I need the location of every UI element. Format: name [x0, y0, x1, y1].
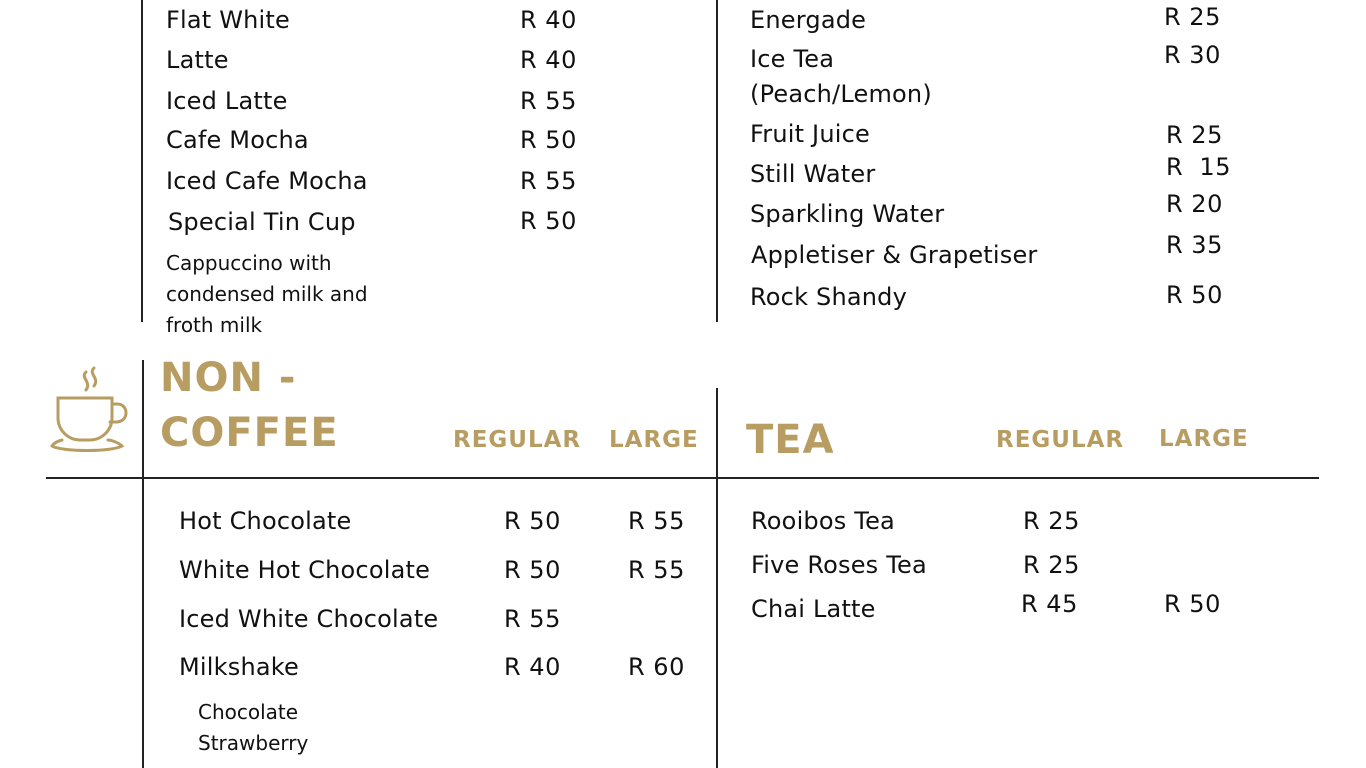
description-line: condensed milk and	[166, 282, 368, 306]
menu-item-name: Still Water	[750, 160, 876, 188]
menu-item-name: Five Roses Tea	[751, 551, 927, 579]
description-line: froth milk	[166, 313, 263, 337]
menu-item-price: R 40	[520, 46, 577, 74]
column-header-large: LARGE	[609, 427, 699, 453]
flavour-item: Strawberry	[198, 731, 309, 755]
menu-item-name: Iced Cafe Mocha	[166, 167, 368, 195]
section-title: TEA	[746, 417, 835, 463]
section-title: NON -	[160, 355, 297, 401]
section-title-line2: COFFEE	[160, 410, 339, 456]
menu-item-name: Special Tin Cup	[168, 208, 356, 236]
menu-item-name: Energade	[750, 6, 867, 34]
menu-item-price: R 50	[520, 126, 577, 154]
menu-item-price-regular: R 50	[504, 556, 561, 584]
menu-item-name: White Hot Chocolate	[179, 556, 431, 584]
column-header-large: LARGE	[1159, 426, 1249, 452]
menu-item-name: Fruit Juice	[750, 120, 870, 148]
menu-item-name: Latte	[166, 46, 229, 74]
description-line: Cappuccino with	[166, 251, 332, 275]
menu-item-name-continued: (Peach/Lemon)	[750, 80, 932, 108]
menu-item-price: R 55	[520, 167, 577, 195]
menu-item-price: R 25	[1164, 3, 1221, 31]
menu-item-price-regular: R 45	[1021, 590, 1078, 618]
menu-item-price-regular: R 25	[1023, 551, 1080, 579]
section-header-rule	[46, 477, 1319, 479]
menu-item-name: Rock Shandy	[750, 283, 908, 311]
coffee-cup-icon	[48, 366, 130, 458]
menu-item-name: Milkshake	[179, 653, 299, 681]
menu-item-name: Cafe Mocha	[166, 126, 309, 154]
menu-item-price: R 50	[1166, 281, 1223, 309]
menu-item-price: R 50	[520, 207, 577, 235]
menu-item-price: R 55	[520, 87, 577, 115]
menu-item-price-regular: R 40	[504, 653, 561, 681]
menu-item-name: Appletiser & Grapetiser	[751, 241, 1038, 269]
menu-item-price-large: R 55	[628, 556, 685, 584]
milkshake-flavours	[198, 697, 308, 759]
menu-item-price: R 40	[520, 6, 577, 34]
menu-item-price-regular: R 25	[1023, 507, 1080, 535]
column-divider-top-middle	[716, 0, 718, 322]
menu-item-price-regular: R 55	[504, 605, 561, 633]
column-header-regular: REGULAR	[996, 427, 1125, 453]
column-divider-bottom-middle	[716, 388, 718, 768]
menu-item-description	[166, 248, 466, 341]
menu-item-name: Rooibos Tea	[751, 507, 895, 535]
flavour-item: Chocolate	[198, 700, 299, 724]
menu-item-name: Ice Tea	[750, 45, 835, 73]
menu-item-price-large: R 55	[628, 507, 685, 535]
column-header-regular: REGULAR	[453, 427, 582, 453]
menu-item-price: R 20	[1166, 190, 1223, 218]
menu-item-price-large: R 60	[628, 653, 685, 681]
menu-item-name: Iced White Chocolate	[179, 605, 439, 633]
menu-item-price-large: R 50	[1164, 590, 1221, 618]
menu-item-name: Hot Chocolate	[179, 507, 352, 535]
menu-item-name: Chai Latte	[751, 595, 876, 623]
menu-item-price: R 30	[1164, 41, 1221, 69]
menu-item-name: Iced Latte	[166, 87, 288, 115]
menu-item-price: R 15	[1166, 153, 1231, 181]
menu-item-price: R 35	[1166, 231, 1223, 259]
column-divider-bottom-left	[142, 360, 144, 768]
menu-item-name: Flat White	[166, 6, 291, 34]
column-divider-top-left	[141, 0, 143, 322]
menu-item-price: R 25	[1166, 121, 1223, 149]
menu-item-price-regular: R 50	[504, 507, 561, 535]
menu-item-name: Sparkling Water	[750, 200, 945, 228]
